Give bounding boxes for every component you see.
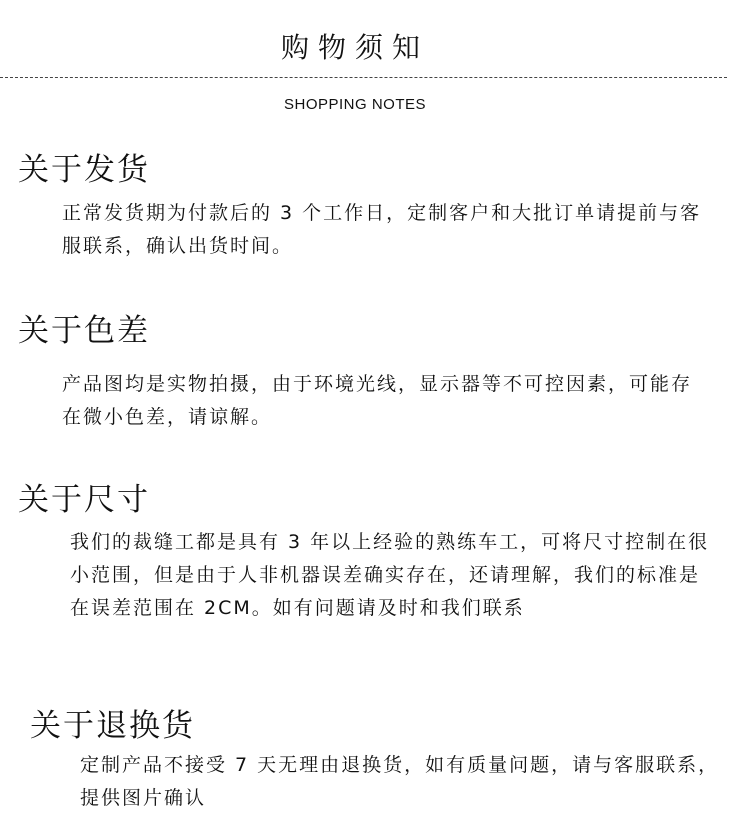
page-subtitle: SHOPPING NOTES (283, 96, 427, 113)
title-divider (0, 77, 727, 78)
section-heading-returns: 关于退换货 (30, 708, 195, 744)
section-body-size: 我们的裁缝工都是具有 3 年以上经验的熟练车工，可将尺寸控制在很小范围，但是由于人非机器误差确实存在，还请理解，我们的标准是在误差范围在 2CM。如有问题请及时和我们联系 (70, 531, 710, 619)
page-title: 购物须知 (280, 31, 429, 64)
section-heading-color-difference: 关于色差 (18, 313, 150, 349)
section-body-color-difference: 产品图均是实物拍摄，由于环境光线，显示器等不可控因素，可能存在微小色差，请谅解。 (62, 373, 693, 428)
section-body-shipping: 正常发货期为付款后的 3 个工作日，定制客户和大批订单请提前与客服联系，确认出货时间。 (62, 202, 702, 257)
section-body-returns: 定制产品不接受 7 天无理由退换货，如有质量问题，请与客服联系，提供图片确认 (80, 754, 720, 809)
section-heading-shipping: 关于发货 (18, 152, 150, 188)
section-heading-size: 关于尺寸 (18, 482, 150, 518)
